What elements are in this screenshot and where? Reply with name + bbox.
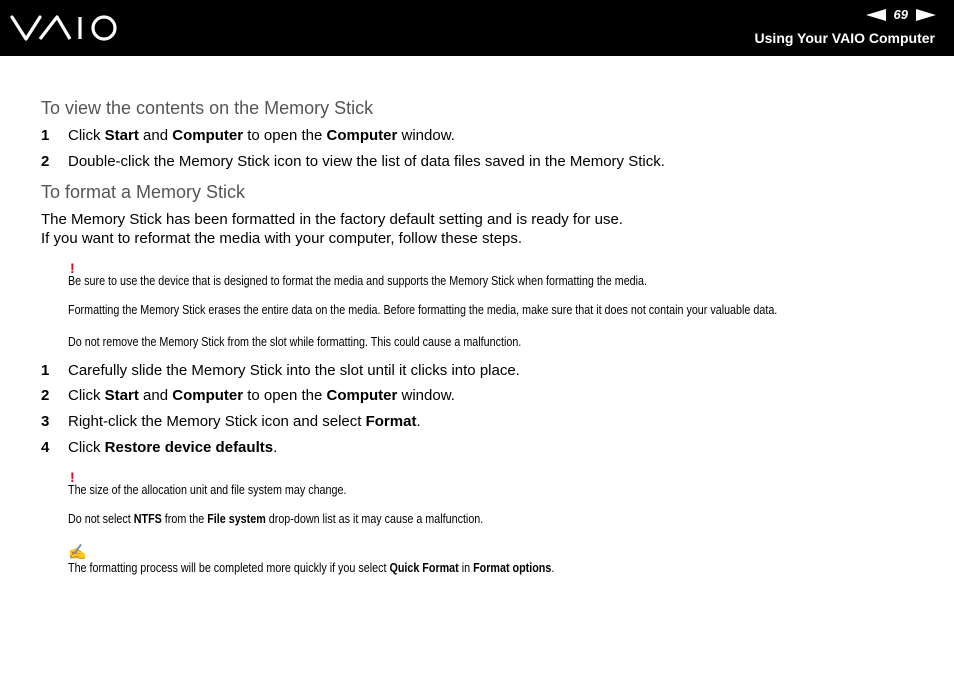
- step-number: 4: [41, 439, 50, 456]
- pencil-note-icon: ✍: [68, 544, 87, 561]
- format-heading: To format a Memory Stick: [41, 182, 246, 202]
- step-text: Carefully slide the Memory Stick into the slot until it clicks into place.: [68, 362, 520, 379]
- page-header: [0, 0, 954, 56]
- page-navigation: [866, 7, 936, 23]
- warning-note-3: Do not remove the Memory Stick from the slot while formatting. This could cause a malfunction.: [68, 335, 522, 349]
- format-intro-line-2: If you want to reformat the media with your computer, follow these steps.: [41, 230, 523, 247]
- format-intro-line-1: The Memory Stick has been formatted in the factory default setting and is ready for use.: [41, 211, 623, 228]
- step-number: 1: [41, 127, 50, 144]
- step-text: Double-click the Memory Stick icon to view the list of data files saved in the Memory Stick.: [68, 153, 665, 170]
- step-number: 2: [41, 387, 50, 404]
- vaio-logo: [10, 12, 122, 44]
- section-title: Using Your VAIO Computer: [754, 30, 935, 46]
- step-text: Right-click the Memory Stick icon and select Format.: [68, 413, 421, 430]
- warning2-note-1: The size of the allocation unit and file system may change.: [68, 483, 347, 497]
- page-number: 69: [893, 7, 908, 22]
- step-number: 3: [41, 413, 50, 430]
- left-arrow-icon[interactable]: [866, 9, 886, 21]
- step-number: 1: [41, 362, 50, 379]
- warning-note-1: Be sure to use the device that is designed to format the media and supports the Memory Stick when formatting the media.: [68, 274, 648, 288]
- tip-note: The formatting process will be completed more quickly if you select Quick Format in Format options.: [68, 561, 555, 575]
- warning-icon-2: !: [70, 469, 75, 485]
- step-text: Click Start and Computer to open the Computer window.: [68, 127, 455, 144]
- warning-note-2: Formatting the Memory Stick erases the entire data on the media. Before formatting the media, make sure that it does not contain your valuable data.: [68, 303, 778, 317]
- step-number: 2: [41, 153, 50, 170]
- view-heading: To view the contents on the Memory Stick: [41, 98, 374, 118]
- warning2-note-2: Do not select NTFS from the File system drop-down list as it may cause a malfunction.: [68, 512, 484, 526]
- right-arrow-icon[interactable]: [916, 9, 936, 21]
- step-text: Click Start and Computer to open the Computer window.: [68, 387, 455, 404]
- warning-icon: !: [70, 260, 75, 276]
- step-text: Click Restore device defaults.: [68, 439, 278, 456]
